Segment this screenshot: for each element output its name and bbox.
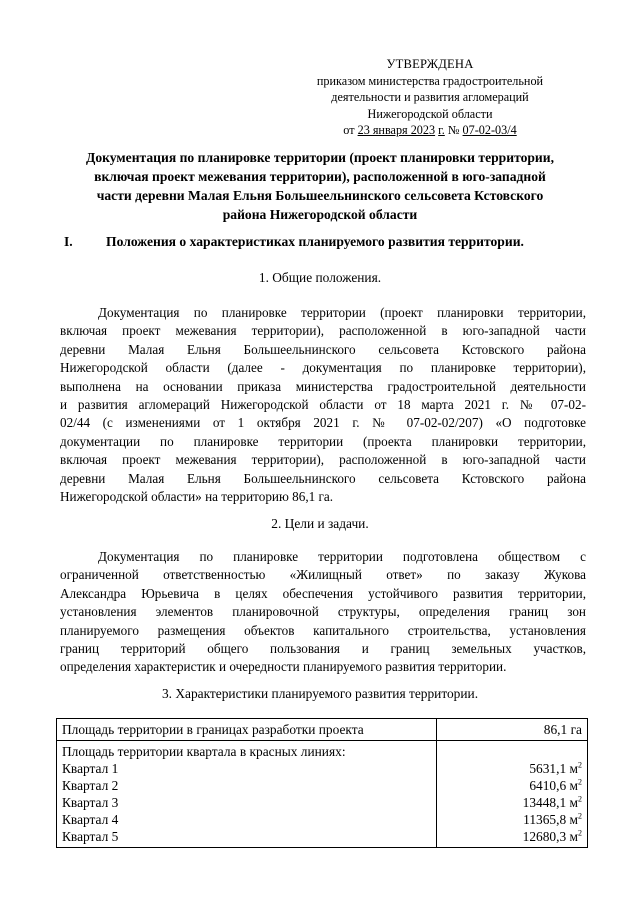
approval-line: деятельности и развития агломераций — [331, 90, 529, 104]
section-number: I. — [64, 234, 73, 249]
unit-power: 2 — [578, 794, 582, 804]
table-cell-quarters — [57, 741, 437, 848]
quarter-values — [442, 760, 582, 845]
approval-stamp — [280, 56, 580, 139]
area-unit: м — [566, 761, 578, 776]
table-cell-quarter-values — [437, 741, 588, 848]
paragraph-line: 02/44 (с изменениями от 1 октября 2021 г. № 07-02-02/207) «О подготовке — [60, 415, 586, 431]
quarter-area: 5631,1 — [529, 761, 567, 776]
section-title: Положения о характеристиках планируемого развития территории. — [106, 234, 524, 249]
paragraph-line: ограниченной ответственностью «Жилищный ответ» по заказу Жукова — [60, 567, 586, 583]
paragraph-line: выполнена на основании приказа министерства градостроительной деятельности — [60, 378, 586, 394]
paragraph-line: Александра Юрьевича в целях обеспечения устойчивого развития территории, — [60, 585, 586, 601]
paragraph-line: включая проект межевания территории), расположенной в юго-западной части — [60, 452, 586, 468]
quarter-labels — [62, 760, 431, 845]
title-line: части деревни Малая Ельня Большеельнинского сельсовета Кстовского — [96, 188, 544, 203]
paragraph-general — [60, 304, 586, 506]
subsection-general: 1. Общие положения. — [258, 270, 382, 285]
unit-power: 2 — [578, 811, 582, 821]
title-line: района Нижегородской области — [222, 207, 418, 222]
paragraph-line: Нижегородской области» на территорию 86,1 га. — [60, 489, 334, 505]
approval-date: 23 января 2023 — [357, 123, 436, 137]
area-unit: м — [566, 829, 578, 844]
table-cell-label: Площадь территории в границах разработки проекта — [57, 719, 437, 741]
unit-power: 2 — [578, 828, 582, 838]
paragraph-line: определения характеристик и очередности планируемого развития территории. — [60, 659, 507, 675]
paragraph-line: планируемого размещения объектов капитального строительства, установления — [60, 622, 586, 638]
approval-year-suffix: г. — [438, 123, 445, 137]
quarters-heading: Площадь территории квартала в красных линиях: — [62, 744, 346, 759]
approval-date-line — [280, 122, 580, 139]
title-line: Документация по планировке территории (проект планировки территории, — [86, 150, 554, 165]
approval-heading: УТВЕРЖДЕНА — [386, 57, 474, 71]
paragraph-goals — [60, 548, 586, 677]
characteristics-table — [56, 718, 588, 848]
quarter-area: 12680,3 — [522, 829, 567, 844]
approval-line: Нижегородской области — [367, 106, 493, 121]
subsection-goals: 2. Цели и задачи. — [271, 516, 369, 531]
paragraph-line: Документация по планировке территории подготовлена обществом с — [98, 549, 586, 564]
approval-number-prefix: № — [447, 123, 460, 137]
quarter-label: Квартал 4 — [62, 812, 119, 827]
quarter-value — [442, 760, 582, 777]
section-heading — [64, 232, 584, 251]
approval-line: приказом министерства градостроительной — [316, 73, 544, 88]
paragraph-line: границ территорий общего пользования и границ земельных участков, — [60, 641, 586, 657]
subsection-characteristics: 3. Характеристики планируемого развития территории. — [161, 686, 479, 701]
quarter-label: Квартал 2 — [62, 778, 119, 793]
quarter-value — [442, 811, 582, 828]
quarter-value — [442, 777, 582, 794]
paragraph-line: и развития агломераций Нижегородской области от 18 марта 2021 г. № 07-02- — [60, 397, 586, 413]
table-cell-value: 86,1 га — [437, 719, 588, 741]
title-line: включая проект межевания территории), расположенной в юго-западной — [94, 169, 546, 184]
paragraph-line: включая проект межевания территории), расположенной в юго-западной части — [60, 323, 586, 339]
unit-power: 2 — [578, 760, 582, 770]
paragraph-line: Нижегородской области (далее - документация по планировке территории), — [60, 360, 586, 376]
area-unit: м — [566, 795, 578, 810]
quarter-label: Квартал 5 — [62, 829, 119, 844]
paragraph-line: Документация по планировке территории (проект планировки территории, — [98, 305, 586, 320]
table-row — [57, 719, 588, 741]
quarter-area: 11365,8 — [523, 812, 567, 827]
quarter-area: 13448,1 — [522, 795, 567, 810]
document-title — [56, 148, 584, 224]
quarter-value — [442, 828, 582, 845]
approval-number: 07-02-03/4 — [462, 123, 517, 137]
paragraph-line: деревни Малая Ельня Большеельнинского сельсовета Кстовского района — [60, 341, 586, 357]
area-unit: м — [566, 778, 578, 793]
paragraph-line: деревни Малая Ельня Большеельнинского сельсовета Кстовского района — [60, 470, 586, 486]
approval-prefix: от — [343, 123, 355, 137]
quarter-value — [442, 794, 582, 811]
paragraph-line: установления элементов планировочной структуры, определения границ зон — [60, 604, 586, 620]
quarter-area: 6410,6 — [529, 778, 567, 793]
quarter-label: Квартал 1 — [62, 761, 119, 776]
table-row — [57, 741, 588, 848]
paragraph-line: документации по планировке территории (проекта планировки территории, — [60, 433, 586, 449]
area-unit: м — [566, 812, 578, 827]
unit-power: 2 — [578, 777, 582, 787]
quarter-label: Квартал 3 — [62, 795, 119, 810]
